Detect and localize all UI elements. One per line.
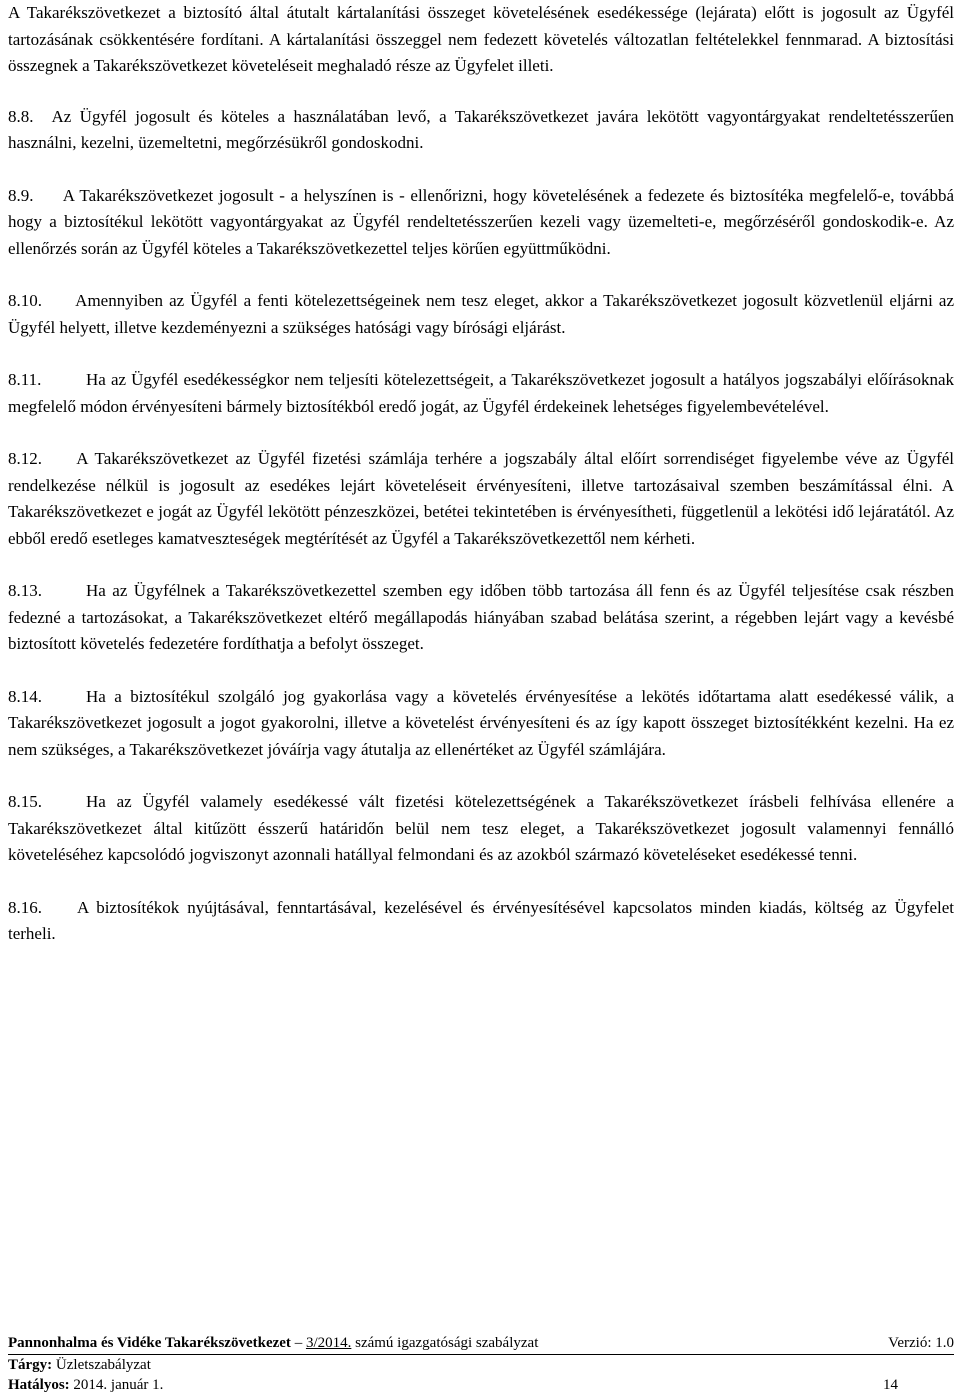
paragraph-text: Ha az Ügyfél valamely esedékessé vált fizetési kötelezettségének a Takarékszövetkezet írásbeli felhívása ellenére a Takarékszövetkezet által kitűzött ésszerű határidőn belül nem tesz eleget, a Takarékszövetkezet jogosult valamennyi fennálló követeléséhez kapcsolódó jogviszonyt azonnali hatállyal felmondani és az azokból származó követeléseket esedékessé tenni. xyxy=(8,792,954,864)
document-body xyxy=(8,0,954,974)
paragraph-8-16 xyxy=(8,895,954,948)
paragraph-8-10 xyxy=(8,288,954,341)
paragraph-8-11 xyxy=(8,367,954,420)
paragraph-8-14 xyxy=(8,684,954,764)
paragraph-number: 8.13. xyxy=(8,581,42,600)
footer-effective-row xyxy=(8,1375,954,1395)
footer-effective-label: Hatályos: xyxy=(8,1377,70,1393)
paragraph-number: 8.9. xyxy=(8,185,34,205)
footer-title-row xyxy=(8,1333,954,1355)
footer-subject-label: Tárgy: xyxy=(8,1357,53,1373)
paragraph-text: Amennyiben az Ügyfél a fenti kötelezettségeinek nem tesz eleget, akkor a Takarékszövetkezet jogosult közvetlenül eljárni az Ügyfél helyett, illetve kezdeményezni a szükséges hatósági vagy bírósági eljárást. xyxy=(8,291,954,337)
paragraph-text: A Takarékszövetkezet az Ügyfél fizetési számlája terhére a jogszabály által előírt sorrendiséget figyelembe véve az Ügyfél rendelkezése nélkül is jogosult az esedékes lejárt követeléseit érvényesíteni, illetve tartozásaival szemben beszámítással élni. A Takarékszövetkezet e jogát az Ügyfél lekötött pénzeszközei, betétei tekintetében is érvényesítheti, függetlenül a lekötési idő lejáratától. Az ebből eredő esetleges kamatveszteségek megtérítését az Ügyfél a Takarékszövetkezettől nem kérheti. xyxy=(8,449,954,548)
paragraph-text: A biztosítékok nyújtásával, fenntartásával, kezelésével és érvényesítésével kapcsolatos minden kiadás, költség az Ügyfelet terheli. xyxy=(8,897,954,943)
paragraph-8-13 xyxy=(8,578,954,658)
footer-document-title xyxy=(8,1333,538,1353)
paragraph-8-15 xyxy=(8,789,954,869)
paragraph-text: Ha az Ügyfél esedékességkor nem teljesíti kötelezettségeit, a Takarékszövetkezet jogosult a hatályos jogszabályi előírásoknak megfelelő módon érvényesíteni bármely biztosítékból eredő jogát, az Ügyfél érdekeinek lehetséges figyelembevételével. xyxy=(8,370,954,416)
paragraph-8-12 xyxy=(8,446,954,552)
paragraph-number: 8.12. xyxy=(8,449,42,468)
footer-subject-row xyxy=(8,1355,954,1375)
paragraph-text: Ha a biztosítékul szolgáló jog gyakorlása vagy a követelés érvényesítése a lekötés időtartama alatt esedékessé válik, a Takarékszövetkezet jogosult a jogot gyakorolni, illetve a követelést érvényesíteni és az így kapott összeget biztosítékként kezelni. Ha ez nem szükséges, a Takarékszövetkezet jóváírja vagy átutalja az ellenértéket az Ügyfél számlájára. xyxy=(8,686,954,759)
footer-regulation-text: számú igazgatósági szabályzat xyxy=(351,1335,539,1351)
footer-dash: – xyxy=(290,1335,306,1351)
footer-regulation-number: 3/2014. xyxy=(305,1335,352,1351)
footer-effective-date: 2014. január 1. xyxy=(69,1377,164,1393)
footer-org-name: Pannonhalma és Vidéke Takarékszövetkezet xyxy=(8,1335,291,1351)
footer-version: Verzió: 1.0 xyxy=(888,1335,954,1351)
paragraph-8-9 xyxy=(8,183,954,263)
paragraph-number: 8.10. xyxy=(8,291,42,310)
paragraph-text: Az Ügyfél jogosult és köteles a használatában levő, a Takarékszövetkezet javára lekötött vagyontárgyakat rendeltetésszerűen használni, kezelni, üzemeltetni, megőrzésükről gondoskodni. xyxy=(8,106,955,152)
paragraph-number: 8.11. xyxy=(8,370,42,389)
paragraph-8-8 xyxy=(8,104,954,157)
page-number: 14 xyxy=(883,1377,898,1393)
paragraph-continuation: A Takarékszövetkezet a biztosító által átutalt kártalanítási összeget követelésének esedékessége (lejárata) előtt is jogosult az Ügyfél tartozásának csökkentésére fordítani. A kártalanítási összeggel nem fedezett követelés változatlan feltételekkel fennmarad. A biztosítási összegnek a Takarékszövetkezet követeléseit meghaladó része az Ügyfelet illeti. xyxy=(8,3,954,75)
paragraph-text: A Takarékszövetkezet jogosult - a helyszínen is - ellenőrizni, hogy követelésének a fedezete és biztosítéka megfelelő-e, továbbá hogy a biztosítékul lekötött vagyontárgyakat az Ügyfél rendeltetésszerűen kezeli vagy üzemelteti-e, megőrzéséről gondoskodik-e. Az ellenőrzés során az Ügyfél köteles a Takarékszövetkezettel teljes körűen együttműködni. xyxy=(8,185,955,258)
paragraph-number: 8.16. xyxy=(8,897,42,917)
paragraph-number: 8.15. xyxy=(8,792,42,811)
paragraph-text: Ha az Ügyfélnek a Takarékszövetkezettel szemben egy időben több tartozása áll fenn és az Ügyfél teljesítése csak részben fedezné a tartozásokat, a Takarékszövetkezet eltérő megállapodás hiányában szabad belátása szerint, a régebben lejárt vagy a kevésbé biztosított követelés fedezetére fordíthatja a befolyt összeget. xyxy=(8,581,954,653)
page-footer xyxy=(8,1333,954,1395)
paragraph-number: 8.14. xyxy=(8,686,42,706)
paragraph-number: 8.8. xyxy=(8,106,34,126)
footer-subject: Üzletszabályzat xyxy=(52,1357,151,1373)
